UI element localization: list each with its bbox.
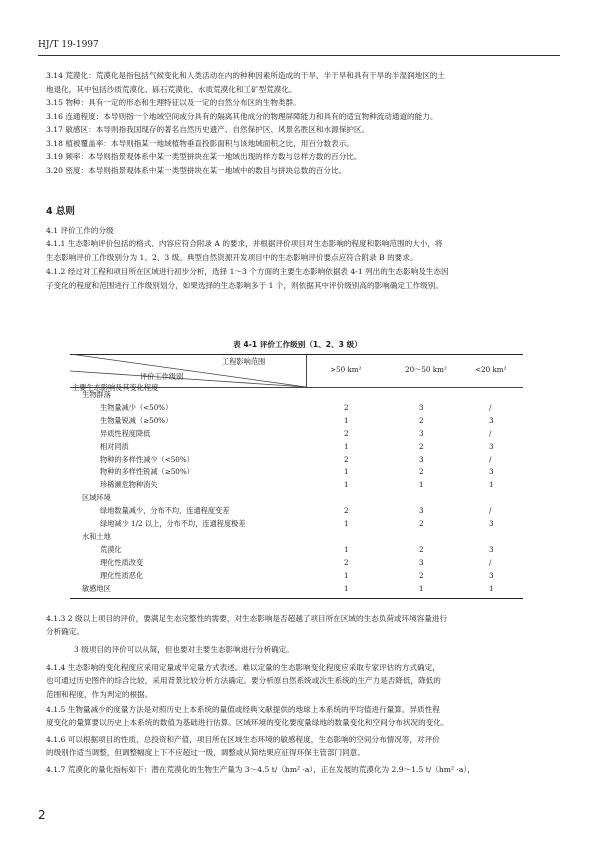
table-bottom-rule xyxy=(70,598,523,599)
table-cell: 1 xyxy=(419,583,424,593)
doc-code: HJ/T 19-1997 xyxy=(38,40,99,50)
clause-line: 子变化的程度和范围进行工作级别划分，如果选择的生态影响多于 1 个，则依据其中评价级别高的影响确定工作级别。 xyxy=(46,281,443,290)
table-cell: 1 xyxy=(344,570,349,580)
column-header: >50 km² xyxy=(330,365,362,374)
table-cell: 1 xyxy=(489,480,494,490)
table-cell: 3 xyxy=(419,506,424,516)
row-group-label: 水和土地 xyxy=(82,531,111,541)
table-cell: 1 xyxy=(344,467,349,477)
table-cell: 2 xyxy=(344,402,349,412)
table-cell: 2 xyxy=(419,519,424,528)
table-cell: 3 xyxy=(489,519,494,528)
definition-line: 3.14 荒漠化：荒漠化是指包括气候变化和人类活动在内的种种因素所造成的干旱、半干旱和具有干旱的半湿润地区的土 xyxy=(46,71,446,80)
definition-line: 3.17 敏感区：本导则指我国现存的著名自然历史遗产、自然保护区、风景名胜区和水源保护区。 xyxy=(46,125,370,134)
clause-line: 3 级项目的评价可以从简，但也要对主要生态影响进行分析确定。 xyxy=(74,645,294,654)
row-label: 珍稀濒危物种消失 xyxy=(100,480,158,490)
clause-line: 4.1.5 生物量减少的度量方法是对照历史上本系统的量值或经典文献提供的地球上本系统的平均值进行量算。异质性程 xyxy=(46,705,440,714)
row-label: 相对同质 xyxy=(100,441,129,451)
table-cell: 3 xyxy=(489,467,494,477)
clause-line: 4.1.1 生态影响评价包括的格式、内容应符合附录 A 的要求，并根据评价项目对生态影响的程度和影响范围的大小，将 xyxy=(46,239,443,248)
clause-line: 范围和程度，作为判定的根据。 xyxy=(46,690,153,699)
column-header: 20～50 km² xyxy=(405,365,447,374)
table-cell: 3 xyxy=(419,454,424,464)
table-corner-bottom: 主要生态影响及其变化程度 xyxy=(72,383,159,392)
table-cell: / xyxy=(489,428,492,438)
table-cell: 1 xyxy=(344,519,349,528)
table-cell: 3 xyxy=(419,402,424,412)
table-cell: 2 xyxy=(344,454,349,464)
row-label: 理化性质改变 xyxy=(100,557,144,567)
clause-line: 分析确定。 xyxy=(46,627,84,636)
table-header-divider xyxy=(306,354,307,387)
definition-line: 地退化，其中包括沙质荒漠化、砾石荒漠化、水质荒漠化和工矿型荒漠化。 xyxy=(46,84,297,94)
clause-line: 4.1.3 2 级以上项目的评价，要满足生态完整性的需要，对生态影响是否超越了项目所在区域的生态负荷或环境容量进行 xyxy=(46,614,448,623)
clause-line: 4.1 评价工作的分级 xyxy=(46,226,114,235)
clause-line: 度变化的量算要以历史上本系统的数值为基础进行估算。区域环境的变化要度量绿地的数量变化和空间分布状况的变化。 xyxy=(46,718,449,727)
row-label: 理化性质恶化 xyxy=(100,570,144,580)
row-label: 物种的多样性锐减（≥50%） xyxy=(100,467,194,477)
table-cell: / xyxy=(489,454,492,464)
row-label: 绿地减少 1/2 以上，分布不均，连通程度极差 xyxy=(100,519,246,528)
table-cell: 1 xyxy=(489,583,494,593)
table-cell: 2 xyxy=(419,441,424,451)
table-cell: 3 xyxy=(489,544,494,554)
column-header: <20 km² xyxy=(475,365,507,374)
row-label: 生物量锐减（≥50%） xyxy=(100,415,173,425)
table-cell: 2 xyxy=(419,415,424,425)
table-cell: 3 xyxy=(489,441,494,451)
clause-line: 4.1.2 经过对工程和项目所在区域进行初步分析，选择 1～3 个方面的主要生态影响依据表 4-1 列出的生态影响及生态因 xyxy=(46,267,449,276)
table-caption: 表 4-1 评价工作级别（1、2、3 级） xyxy=(233,340,362,349)
clause-line: 4.1.6 可以根据项目的性质、总投资和产值，项目所在区域生态环境的敏感程度，生态影响的空间分布情况等，对评价 xyxy=(46,735,440,744)
page-number: 2 xyxy=(38,808,46,822)
table-corner-mid: 评价工作级别 xyxy=(140,372,184,381)
header-rule xyxy=(38,55,560,56)
table-cell: / xyxy=(489,402,492,412)
row-group-label: 生物群落 xyxy=(82,390,111,399)
row-group-label: 区域环境 xyxy=(82,493,111,503)
table-cell: 3 xyxy=(489,570,494,580)
section-heading: 4 总则 xyxy=(46,206,75,217)
clause-line: 生态影响评价工作级别分为 1、2、3 级。典型自然资源开发项目中的生态影响评价要点应符合附录 B 的要求。 xyxy=(46,253,418,262)
definition-line: 3.19 频率：本导则指景观体系中某一类型拼块在某一地域出现的样方数与总样方数的百分比。 xyxy=(46,152,362,161)
table-cell: 2 xyxy=(419,467,424,477)
row-label: 异质性程度降低 xyxy=(100,428,151,438)
table-cell: 2 xyxy=(344,506,349,516)
row-label: 生物量减少（<50%） xyxy=(100,402,173,412)
table-cell: / xyxy=(489,557,492,567)
table-cell: / xyxy=(489,506,492,516)
table-cell: 1 xyxy=(344,415,349,425)
table-cell: 2 xyxy=(344,557,349,567)
definition-line: 3.15 物种：具有一定的形态和生理特征以及一定的自然分布区的生物类群。 xyxy=(46,98,301,107)
table-cell: 1 xyxy=(344,480,349,490)
clause-line: 也可通过历史图件的综合比较，采用背景比较分析方法确定。要分析原自然系统或次生系统的生产力是否降低，降低的 xyxy=(46,676,441,685)
clause-line: 4.1.4 生态影响的变化程度应采用定量或半定量方式表述。难以定量的生态影响变化程度应采取专家评估的方式确定， xyxy=(46,663,440,672)
clause-line: 的级别作适当调整，但调整幅度上下不应超过一级，调整或从简结果应征得环保主管部门同意。 xyxy=(46,748,365,757)
table-corner-top: 工程影响范围 xyxy=(222,357,266,366)
definition-line: 3.20 密度：本导则指景观体系中某一类型拼块在某一地域中的数目与拼块总数的百分比。 xyxy=(46,165,347,175)
table-cell: 1 xyxy=(344,441,349,451)
definition-line: 3.18 植被覆盖率：本导则指某一地域植物垂直投影面积与该地域面积之比，用百分数表示。 xyxy=(46,138,354,148)
table-cell: 2 xyxy=(419,570,424,580)
row-group-label: 敏感地区 xyxy=(82,583,111,593)
table-cell: 3 xyxy=(489,415,494,425)
table-cell: 1 xyxy=(419,480,424,490)
table-cell: 3 xyxy=(419,557,424,567)
table-cell: 3 xyxy=(419,428,424,438)
table-cell: 2 xyxy=(344,428,349,438)
row-label: 物种的多样性减少（<50%） xyxy=(100,454,194,464)
table-cell: 1 xyxy=(344,583,349,593)
row-label: 荒漠化 xyxy=(100,544,122,554)
row-label: 绿地数量减少，分布不均，连通程度变差 xyxy=(100,506,230,516)
table-cell: 1 xyxy=(344,544,349,554)
clause-line: 4.1.7 荒漠化的量化指标如下：潜在荒漠化的生物生产量为 3～4.5 t/（hm² ·a），正在发展的荒漠化为 2.9～1.5 t/（hm² ·a）， xyxy=(46,765,475,774)
table-cell: 2 xyxy=(419,544,424,554)
definition-line: 3.16 连通程度：本导则指一个地域空间或分具有的隔离其他成分的物理屏障能力和具有的适宜物种流动通道的能力。 xyxy=(46,111,438,121)
